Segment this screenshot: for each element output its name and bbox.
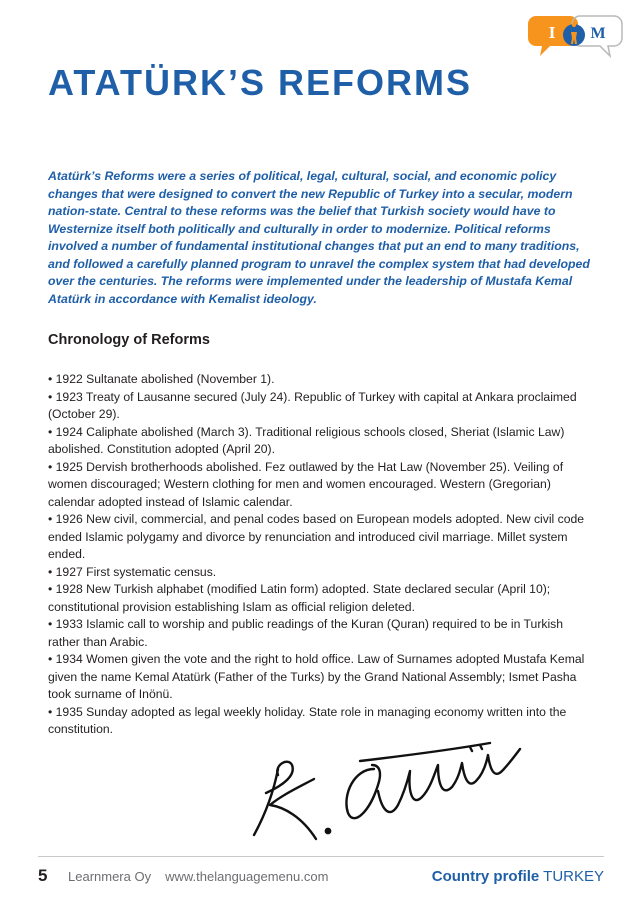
intro-paragraph: Atatürk’s Reforms were a series of political, legal, cultural, social, and economic policy changes that were designed to convert the new Republic of Turkey into a secular, modern nation-state. Central to these reforms was the belief that Turkish society would have to Westernize itself both politically and culturally in order to modernize. Political reforms involved a number of fundamental institutional changes that put an end to many traditions, and followed a carefully planned program to unravel the complex system that had developed over the centuries. The reforms were implemented under the leadership of Mustafa Kemal Atatürk in accordance with Kemalist ideology. xyxy=(48,169,590,306)
signature-tail xyxy=(378,749,520,812)
chronology-item: • 1922 Sultanate abolished (November 1). xyxy=(48,372,275,386)
signature-dot xyxy=(326,829,330,833)
chronology-heading: Chronology of Reforms xyxy=(48,332,210,348)
chronology-item: • 1934 Women given the vote and the right to hold office. Law of Surnames adopted Mustafa Kemal given the name Kemal Atatürk (Father of the Turks) by the Grand National Assembly; Ismet Pasha took surname of Inönü. xyxy=(48,652,585,701)
signature-t-stroke xyxy=(360,743,490,761)
logo-letter-i: I xyxy=(548,23,556,42)
chronology-item: • 1927 First systematic census. xyxy=(48,564,217,579)
signature-k-loop xyxy=(266,762,293,793)
chronology-item: • 1925 Dervish brotherhoods abolished. Fez outlawed by the Hat Law (November 25). Veiling of women discouraged; Western clothing for men and women encouraged. Western (Gregorian) calendar adopted instead of Islamic calendar. xyxy=(48,459,564,509)
logo-letter-m: M xyxy=(590,25,606,42)
footer-divider xyxy=(38,856,604,857)
publisher-name: Learnmera Oy xyxy=(68,869,152,884)
chronology-item: • 1923 Treaty of Lausanne secured (July 24). Republic of Turkey with capital at Ankara proclaimed (October 29). xyxy=(48,389,577,421)
page-number: 5 xyxy=(38,866,48,885)
chronology-item: • 1933 Islamic call to worship and public readings of the Kuran (Quran) required to be in Turkish rather than Arabic. xyxy=(48,617,564,649)
website-link[interactable]: www.thelanguagemenu.com xyxy=(165,869,329,884)
chronology-item: • 1935 Sunday adopted as legal weekly holiday. State role in managing economy written into the constitution. xyxy=(48,704,567,736)
chronology-item: • 1926 New civil, commercial, and penal codes based on European models adopted. New civil code ended Islamic polygamy and divorce by renunciation and introduced civil marriage. Millet system ended. xyxy=(48,512,585,561)
im-logo xyxy=(526,8,626,64)
page-footer xyxy=(38,866,604,890)
signature-a-loop xyxy=(346,765,380,818)
country-name: TURKEY xyxy=(543,868,604,885)
chronology-item: • 1928 New Turkish alphabet (modified Latin form) adopted. State declared secular (April 10); constitutional provision establishing Islam as official religion deleted. xyxy=(48,582,551,614)
chronology-item: • 1924 Caliphate abolished (March 3). Traditional religious schools closed, Sheriat (Islamic Law) abolished. Constitution adopted (April 20). xyxy=(48,424,565,456)
chronology-list xyxy=(48,371,596,739)
country-profile xyxy=(432,868,604,885)
profile-label: Country profile xyxy=(431,868,540,885)
ataturk-signature xyxy=(244,735,544,847)
page-title: ATATÜRK’S REFORMS xyxy=(48,62,472,103)
